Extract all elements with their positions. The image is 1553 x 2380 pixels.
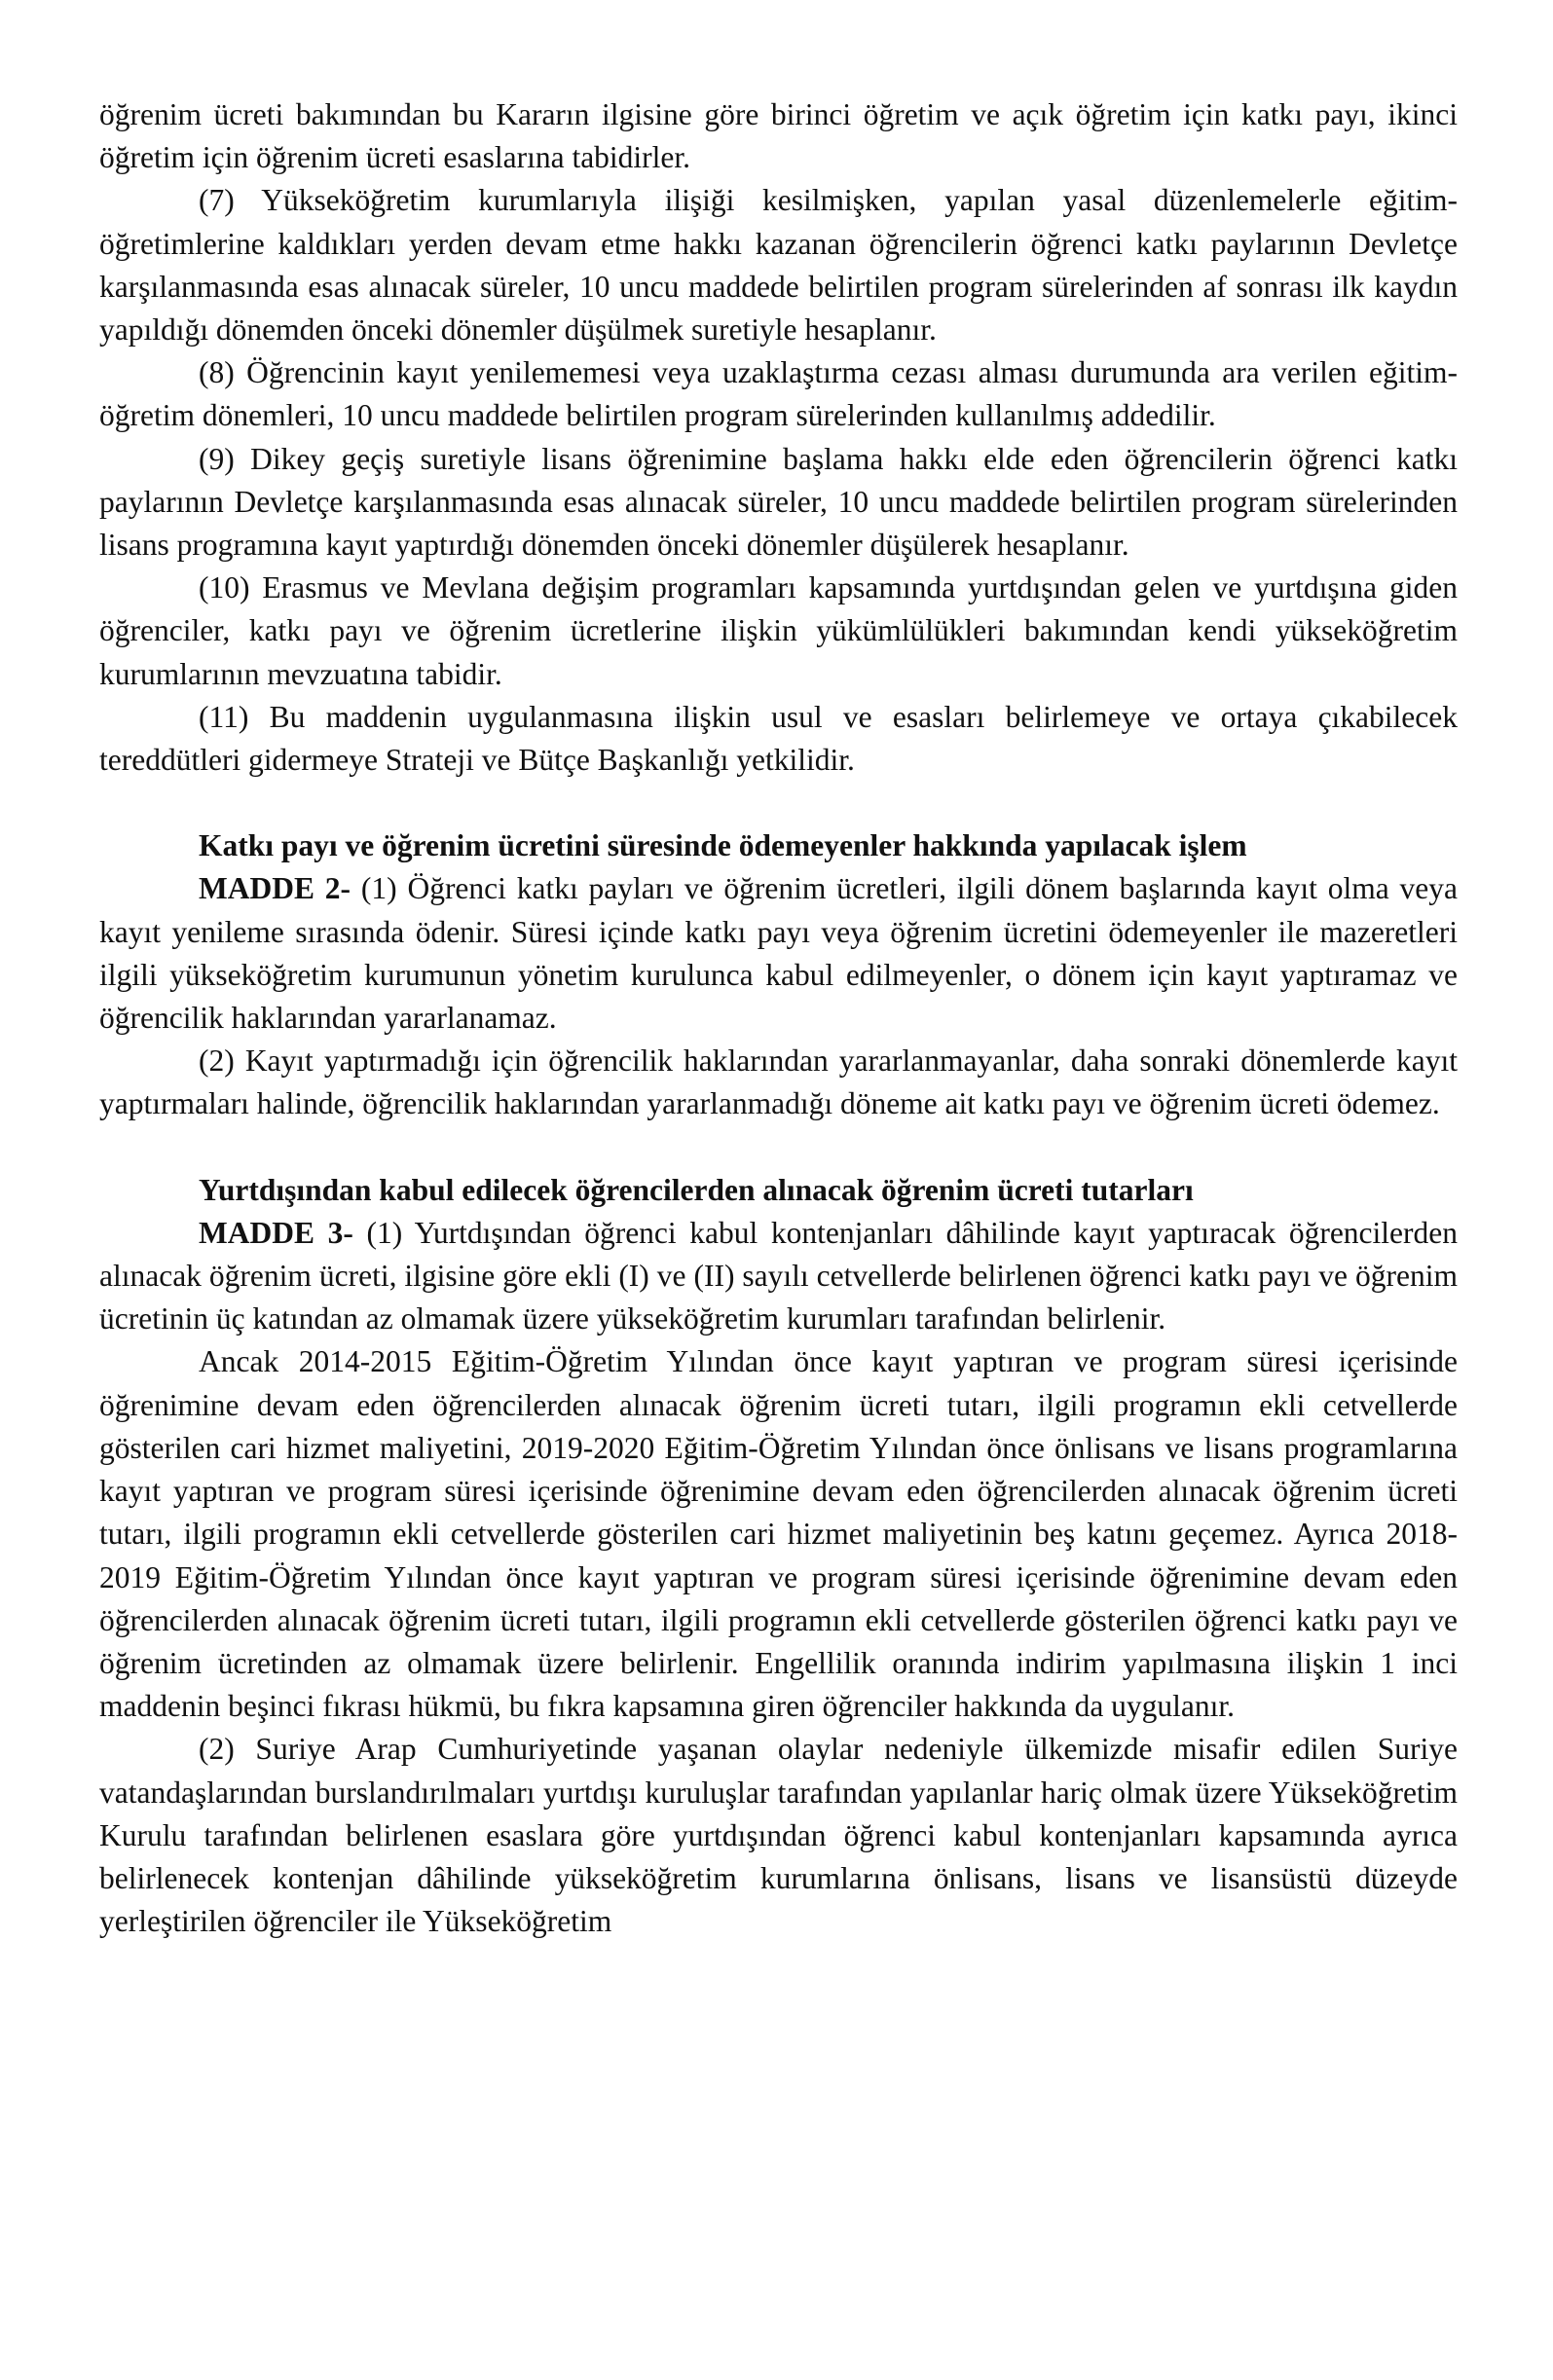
paragraph-11: (11) Bu maddenin uygulanmasına ilişkin usul ve esasları belirlemeye ve ortaya çıkabilecek tereddütleri gidermeye Strateji ve Bütçe Başkanlığı yetkilidir.: [99, 699, 1458, 778]
paragraph-7: (7) Yükseköğretim kurumlarıyla ilişiği kesilmişken, yapılan yasal düzenlemelerle eğitim-öğretimlerine kaldıkları yerden devam etme hakkı kazanan öğrencilerin öğrenci katkı paylarının Devletçe karşılanmasında esas alınacak süreler, 10 uncu maddede belirtilen program sürelerinden af sonrası ilk kaydın yapıldığı dönemden önceki dönemler düşülmek suretiyle hesaplanır.: [99, 183, 1458, 348]
section-2-paragraph-1: [99, 867, 1458, 1040]
section-3-paragraph-3: (2) Suriye Arap Cumhuriyetinde yaşanan olaylar nedeniyle ülkemizde misafir edilen Suriye vatandaşlarından burslandırılmaları yurtdışı kuruluşlar tarafından yapılanlar hariç olmak üzere Yükseköğretim Kurulu tarafından belirlenen esaslara göre yurtdışından öğrenci kabul kontenjanları kapsamında ayrıca belirlenecek kontenjan dâhilinde yükseköğretim kurumlarına önlisans, lisans ve lisansüstü düzeyde yerleştirilen öğrenciler ile Yükseköğretim: [99, 1732, 1458, 1939]
section-3-paragraph-2: Ancak 2014-2015 Eğitim-Öğretim Yılından önce kayıt yaptıran ve program süresi içerisinde öğrenimine devam eden öğrencilerden alınacak öğrenim ücreti tutarı, ilgili programın ekli cetvellerde gösterilen cari hizmet maliyetini, 2019-2020 Eğitim-Öğretim Yılından önce önlisans ve lisans programlarına kayıt yaptıran ve program süresi içerisinde öğrenimine devam eden öğrencilerden alınacak öğrenim ücreti tutarı, ilgili programın ekli cetvellerde gösterilen cari hizmet maliyetinin beş katını geçemez. Ayrıca 2018-2019 Eğitim-Öğretim Yılından önce kayıt yaptıran ve program süresi içerisinde öğrenimine devam eden öğrencilerden alınacak öğrenim ücreti tutarı, ilgili programın ekli cetvellerde gösterilen öğrenci katkı payı ve öğrenim ücretinden az olmamak üzere belirlenir. Engellilik oranında indirim yapılmasına ilişkin 1 inci maddenin beşinci fıkrası hükmü, bu fıkra kapsamına giren öğrenciler hakkında da uygulanır.: [99, 1344, 1458, 1724]
section-2-paragraph-2: (2) Kayıt yaptırmadığı için öğrencilik haklarından yararlanmayanlar, daha sonraki dönemlerde kayıt yaptırmaları halinde, öğrencilik haklarından yararlanmadığı döneme ait katkı payı ve öğrenim ücreti ödemez.: [99, 1044, 1458, 1121]
section-3-heading: Yurtdışından kabul edilecek öğrencilerden alınacak öğrenim ücreti tutarları: [199, 1172, 1194, 1207]
document-page: [99, 93, 1458, 1943]
section-3-paragraph-1-text: (1) Yurtdışından öğrenci kabul kontenjanları dâhilinde kayıt yaptıracak öğrencilerden alınacak öğrenim ücreti, ilgisine göre ekli (I) ve (II) sayılı cetvellerde belirlenen öğrenci katkı payı ve öğrenim ücretinin üç katından az olmamak üzere yükseköğretim kurumları tarafından belirlenir.: [99, 1215, 1458, 1336]
paragraph-9: (9) Dikey geçiş suretiyle lisans öğrenimine başlama hakkı elde eden öğrencilerin öğrenci katkı paylarının Devletçe karşılanmasında esas alınacak süreler, 10 uncu maddede belirtilen program sürelerinden lisans programına kayıt yaptırdığı dönemden önceki dönemler düşülerek hesaplanır.: [99, 441, 1458, 563]
section-3-paragraph-1: [99, 1212, 1458, 1341]
paragraph-10: (10) Erasmus ve Mevlana değişim programları kapsamında yurtdışından gelen ve yurtdışına giden öğrenciler, katkı payı ve öğrenim ücretlerine ilişkin yükümlülükleri bakımından kendi yükseköğretim kurumlarının mevzuatına tabidir.: [99, 570, 1458, 691]
madde-3-label: MADDE 3-: [199, 1215, 353, 1250]
paragraph-8: (8) Öğrencinin kayıt yenilememesi veya uzaklaştırma cezası alması durumunda ara verilen eğitim-öğretim dönemleri, 10 uncu maddede belirtilen program sürelerinden kullanılmış addedilir.: [99, 355, 1458, 433]
section-2-paragraph-1-text: (1) Öğrenci katkı payları ve öğrenim ücretleri, ilgili dönem başlarında kayıt olma veya kayıt yenileme sırasında ödenir. Süresi içinde katkı payı veya öğrenim ücretini ödemeyenler ile mazeretleri ilgili yükseköğretim kurumunun yönetim kurulunca kabul edilmeyenler, o dönem için kayıt yaptıramaz ve öğrencilik haklarından yararlanamaz.: [99, 871, 1459, 1036]
section-2-heading: Katkı payı ve öğrenim ücretini süresinde ödemeyenler hakkında yapılacak işlem: [199, 828, 1247, 863]
paragraph-continuation: öğrenim ücreti bakımından bu Kararın ilgisine göre birinci öğretim ve açık öğretim için katkı payı, ikinci öğretim için öğrenim ücreti esaslarına tabidirler.: [99, 97, 1458, 175]
madde-2-label: MADDE 2-: [199, 871, 351, 906]
